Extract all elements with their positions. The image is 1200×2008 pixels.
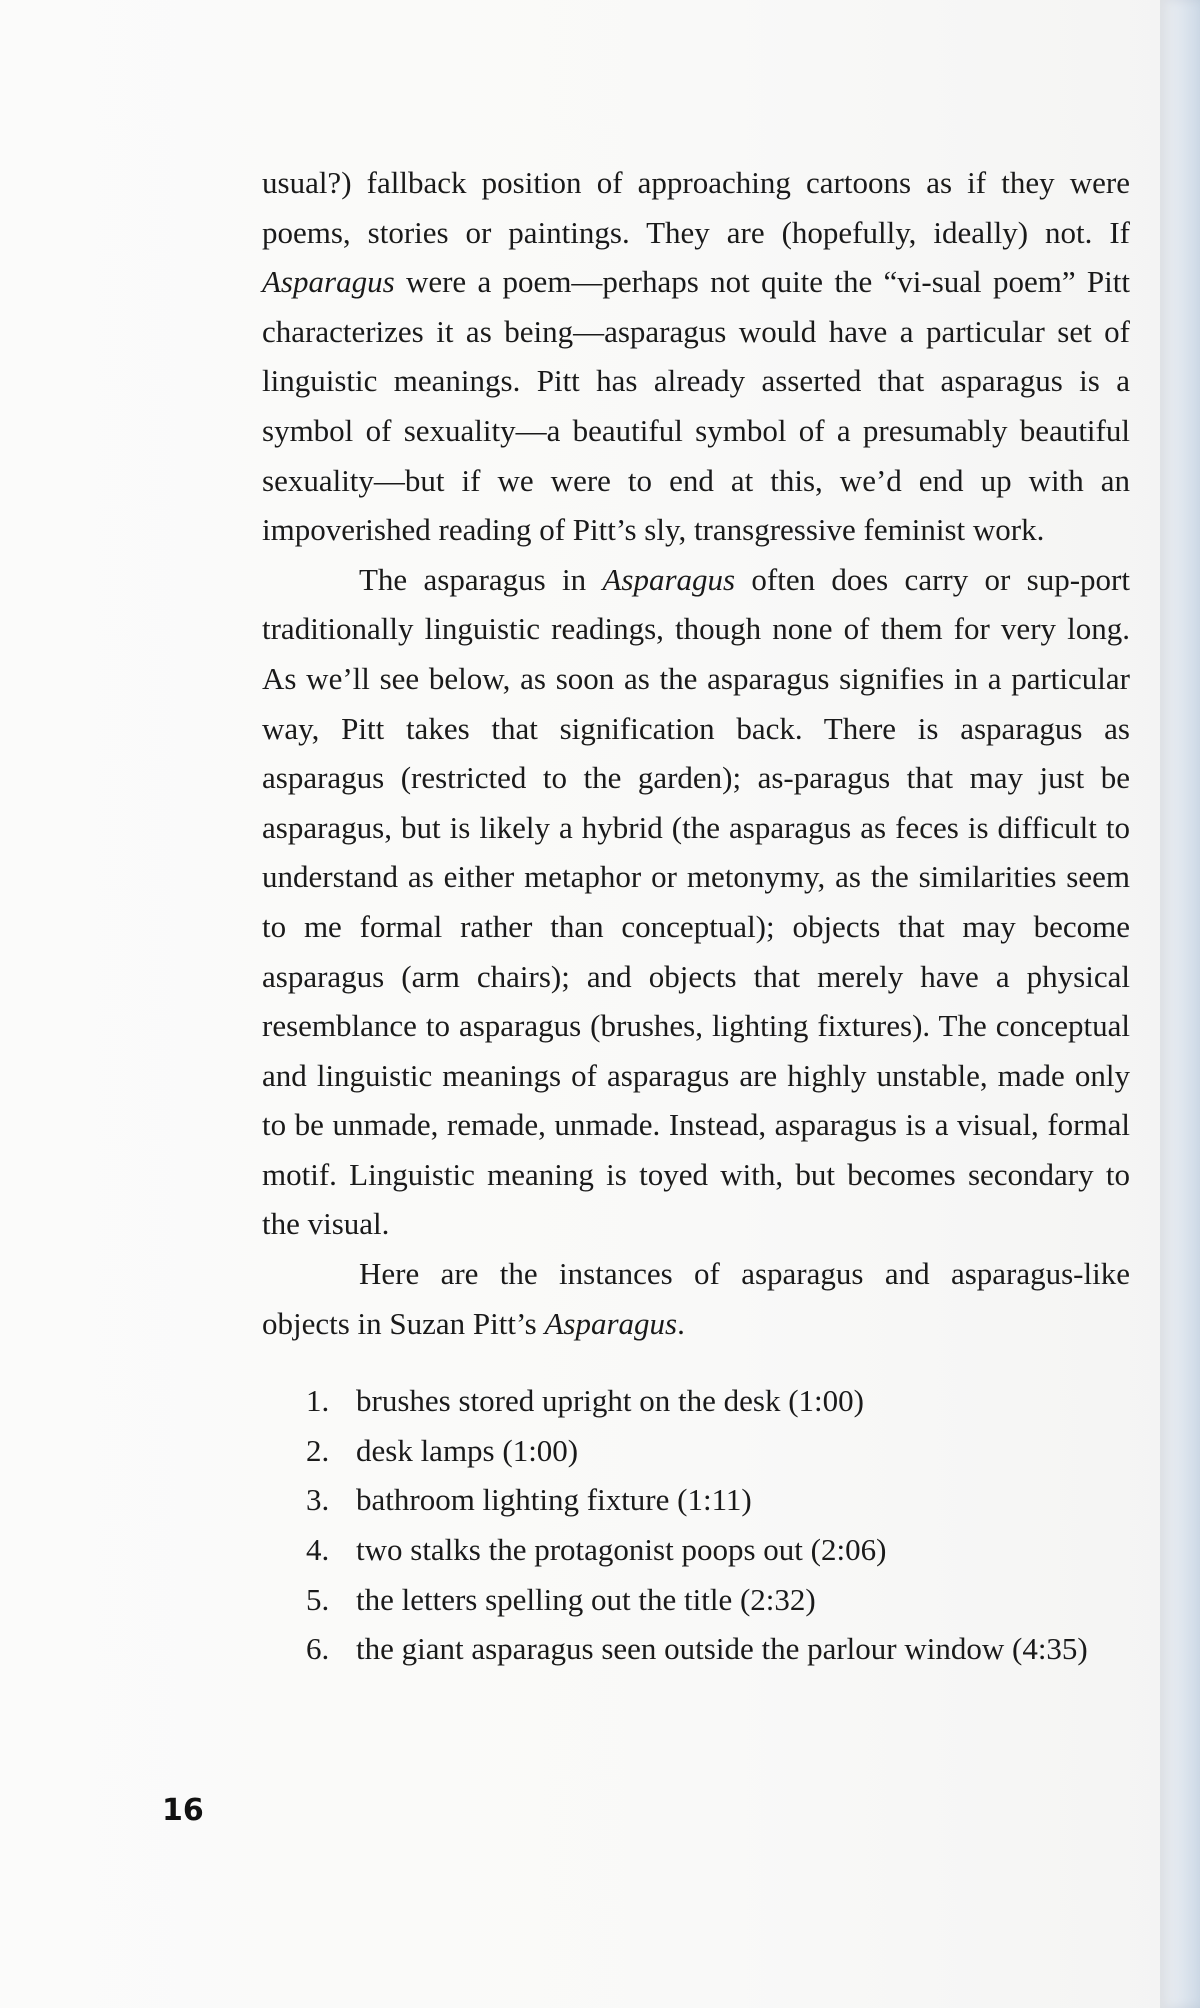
list-item: 6. the giant asparagus seen outside the parlour window (4:35) xyxy=(306,1631,1088,1667)
paragraph-1: usual?) fallback position of approaching cartoons as if they were poems, stories or paintings. They are (hopefully, ideally) not. If Asparagus were a poem—perhaps not quite the “vi-sual poem” Pitt characterizes it as being—asparagus would have a particular set of linguistic meanings. Pitt has already asserted that asparagus is a symbol of sexuality—a beautiful symbol of a presumably beautiful sexuality—but if we were to end at this, we’d end up with an impoverished reading of Pitt’s sly, transgressive feminist work. xyxy=(262,165,1130,548)
list-item: 5. the letters spelling out the title (2:32) xyxy=(306,1581,816,1617)
list-item: 3. bathroom lighting fixture (1:11) xyxy=(306,1482,752,1518)
list-item: 1. brushes stored upright on the desk (1:00) xyxy=(306,1383,864,1419)
body-text xyxy=(262,158,1130,1674)
paragraph-3: Here are the instances of asparagus and asparagus-like objects in Suzan Pitt’s Asparagus. xyxy=(262,1256,1130,1341)
list-item: 4. two stalks the protagonist poops out (2:06) xyxy=(306,1532,887,1568)
paragraph-2: The asparagus in Asparagus often does carry or sup-port traditionally linguistic readings, though none of them for very long. As we’ll see below, as soon as the asparagus signifies in a particular way, Pitt takes that signification back. There is asparagus as asparagus (restricted to the garden); as-paragus that may just be asparagus, but is likely a hybrid (the asparagus as feces is difficult to understand as either metaphor or metonymy, as the similarities seem to me formal rather than conceptual); objects that may become asparagus (arm chairs); and objects that merely have a physical resemblance to asparagus (brushes, lighting fixtures). The conceptual and linguistic meanings of asparagus are highly unstable, made only to be unmade, remade, unmade. Instead, asparagus is a visual, formal motif. Linguistic meaning is toyed with, but becomes secondary to the visual. xyxy=(262,561,1130,1242)
page-edge-shadow xyxy=(1160,0,1200,2008)
asparagus-instances-list xyxy=(262,1376,1130,1674)
list-item: 2. desk lamps (1:00) xyxy=(306,1432,579,1468)
page-number: 16 xyxy=(162,1793,204,1828)
